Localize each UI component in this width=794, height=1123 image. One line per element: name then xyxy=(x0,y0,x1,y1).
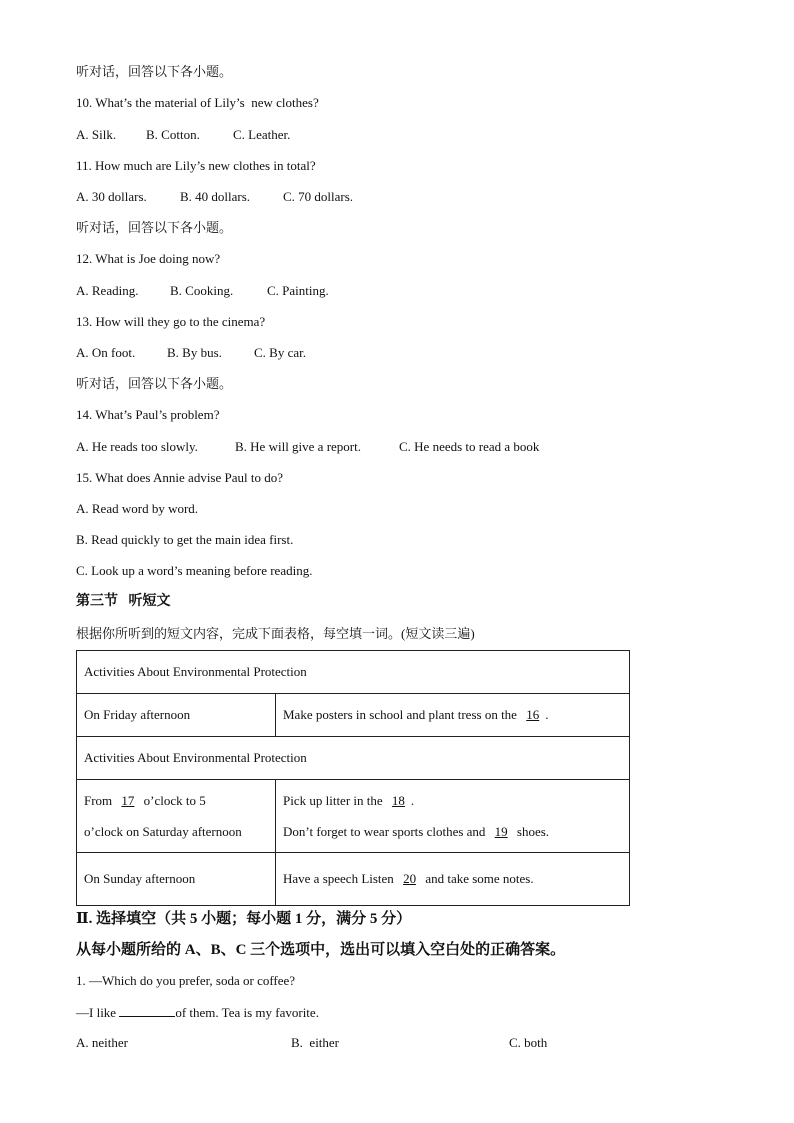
cell-line xyxy=(283,785,622,816)
cell-text: Pick up litter in the xyxy=(283,793,386,808)
cell-text: and take some notes. xyxy=(422,871,534,886)
reply-text: of them. Tea is my favorite. xyxy=(175,1005,319,1020)
option-c: C. 70 dollars. xyxy=(283,189,354,204)
table-header-cell: Activities About Environmental Protection xyxy=(77,737,630,780)
table-cell xyxy=(77,780,276,853)
option-c: C. both xyxy=(509,1035,548,1050)
option-a: A. Reading. xyxy=(76,283,139,298)
option-a: A. He reads too slowly. xyxy=(76,439,198,454)
option-c: C. Painting. xyxy=(267,283,329,298)
cell-text: . xyxy=(410,793,415,808)
table-row xyxy=(77,651,630,694)
table-header-cell: Activities About Environmental Protection xyxy=(77,651,630,694)
option-b: B. 40 dollars. xyxy=(180,189,251,204)
option-b: B. By bus. xyxy=(167,345,222,360)
question-11: 11. How much are Lily’s new clothes in total? xyxy=(76,158,316,173)
cell-line xyxy=(84,785,268,816)
activities-table xyxy=(76,650,630,906)
blank-18[interactable]: 18 xyxy=(391,793,405,808)
option-a: A. Silk. xyxy=(76,127,117,142)
cell-text: shoes. xyxy=(513,824,550,839)
question-10: 10. What’s the material of Lily’s new clothes? xyxy=(76,95,319,110)
cell-text: . xyxy=(545,707,549,722)
table-row xyxy=(77,737,630,780)
table-cell: On Sunday afternoon xyxy=(77,853,276,906)
option-c: C. By car. xyxy=(254,345,306,360)
reply-text: —I like xyxy=(76,1005,120,1020)
cell-text: Make posters in school and plant tress on the xyxy=(283,707,521,722)
q14-intro: 听对话，回答以下各小题。 xyxy=(76,376,233,391)
cell-text: Don’t forget to wear sports clothes and xyxy=(283,824,489,839)
q10-intro: 听对话，回答以下各小题。 xyxy=(76,64,233,79)
part-ii-title: Ⅱ. 选择填空（共 5 小题；每小题 1 分，满分 5 分） xyxy=(76,911,412,927)
question-15-option-a: A. Read word by word. xyxy=(76,501,199,516)
cell-text: o’clock to 5 xyxy=(140,793,206,808)
answer-blank[interactable] xyxy=(119,1004,175,1017)
q12-intro: 听对话，回答以下各小题。 xyxy=(76,220,233,235)
table-row xyxy=(77,853,630,906)
option-c: C. He needs to read a book xyxy=(399,439,540,454)
question-15-option-b: B. Read quickly to get the main idea first. xyxy=(76,532,294,547)
option-c: C. Leather. xyxy=(233,127,291,142)
option-b: B. He will give a report. xyxy=(235,439,361,454)
option-a: A. neither xyxy=(76,1035,128,1050)
cell-text: From xyxy=(84,793,116,808)
option-b: B. Cotton. xyxy=(146,127,200,142)
option-a: A. On foot. xyxy=(76,345,136,360)
option-b: B. Cooking. xyxy=(170,283,234,298)
blank-17[interactable]: 17 xyxy=(121,793,135,808)
part-ii-instructions: 从每小题所给的 A、B、C 三个选项中，选出可以填入空白处的正确答案。 xyxy=(76,942,566,958)
table-cell xyxy=(276,780,630,853)
cell-line: o’clock on Saturday afternoon xyxy=(84,824,242,839)
table-cell xyxy=(276,853,630,906)
question-15: 15. What does Annie advise Paul to do? xyxy=(76,470,284,485)
question-1: 1. —Which do you prefer, soda or coffee? xyxy=(76,973,296,988)
blank-16[interactable]: 16 xyxy=(526,707,540,722)
question-1-options xyxy=(76,1035,548,1099)
cell-line xyxy=(283,816,622,847)
table-cell: On Friday afternoon xyxy=(77,694,276,737)
table-row xyxy=(77,694,630,737)
cell-text: Have a speech Listen xyxy=(283,871,398,886)
option-a: A. 30 dollars. xyxy=(76,189,147,204)
section-3-title: 第三节 听短文 xyxy=(76,594,171,609)
question-14: 14. What’s Paul’s problem? xyxy=(76,407,220,422)
option-b: B. either xyxy=(291,1035,340,1050)
table-cell xyxy=(276,694,630,737)
question-15-option-c: C. Look up a word’s meaning before reading. xyxy=(76,563,313,578)
section-3-instructions: 根据你所听到的短文内容，完成下面表格，每空填一词。(短文读三遍) xyxy=(76,626,475,641)
table-row xyxy=(77,780,630,853)
question-1-reply xyxy=(76,1004,319,1021)
question-13: 13. How will they go to the cinema? xyxy=(76,314,266,329)
blank-19[interactable]: 19 xyxy=(494,824,508,839)
blank-20[interactable]: 20 xyxy=(403,871,417,886)
question-12: 12. What is Joe doing now? xyxy=(76,251,221,266)
